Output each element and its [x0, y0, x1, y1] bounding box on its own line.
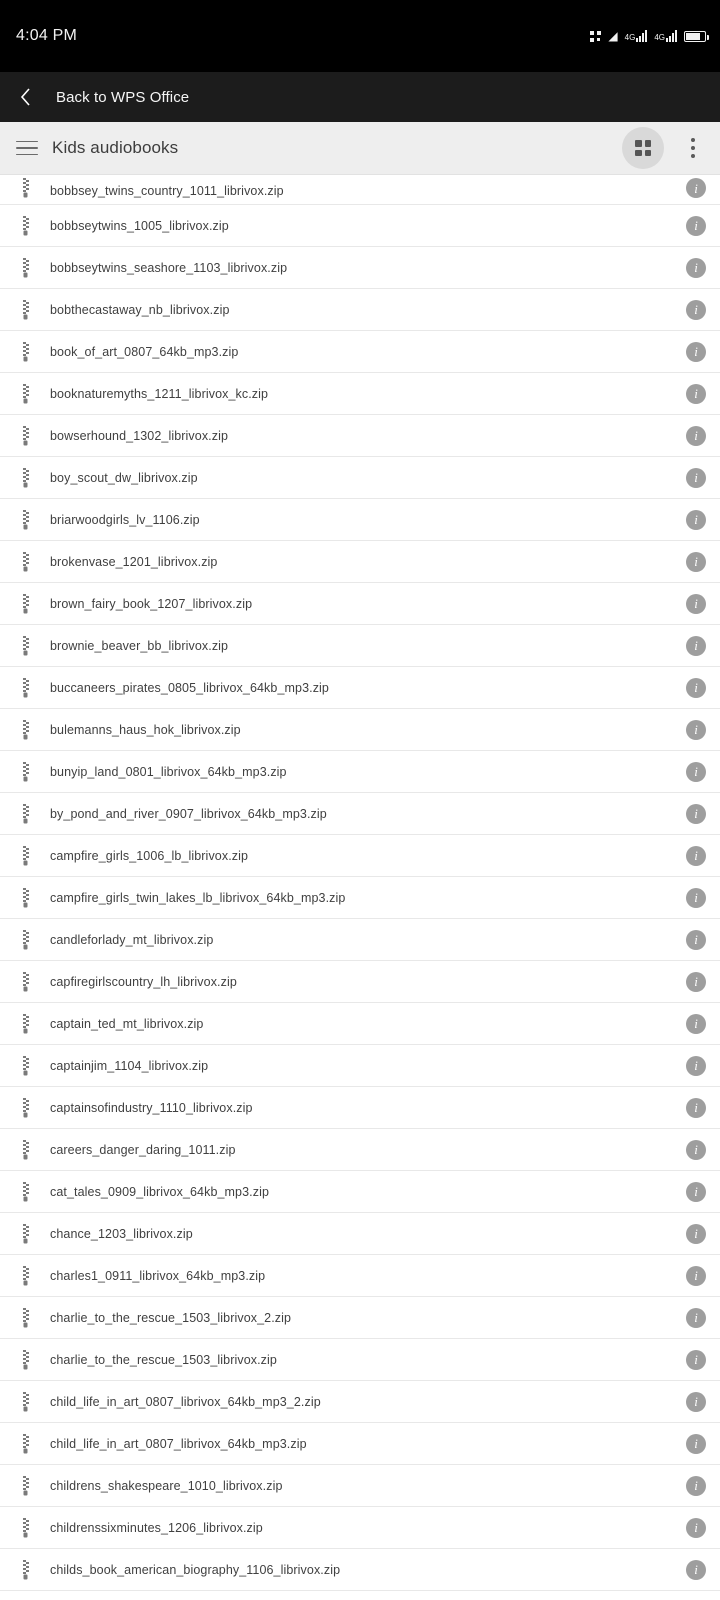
status-icon-group	[590, 30, 706, 42]
zip-file-icon	[12, 888, 38, 908]
file-row[interactable]	[0, 331, 720, 373]
back-chevron-icon[interactable]	[12, 83, 40, 111]
file-row[interactable]	[0, 961, 720, 1003]
zip-file-icon	[12, 1560, 38, 1580]
file-list[interactable]	[0, 175, 720, 1600]
zip-file-icon	[12, 678, 38, 698]
file-row[interactable]	[0, 877, 720, 919]
zip-file-icon	[12, 178, 38, 198]
info-icon[interactable]: i	[686, 762, 706, 782]
file-name: bobbseytwins_1005_librivox.zip	[50, 218, 229, 233]
file-name: childrens_shakespeare_1010_librivox.zip	[50, 1478, 283, 1493]
file-name: captainjim_1104_librivox.zip	[50, 1058, 209, 1073]
file-name: child_life_in_art_0807_librivox_64kb_mp3_2.zip	[50, 1394, 321, 1409]
info-icon[interactable]: i	[686, 972, 706, 992]
info-icon[interactable]: i	[686, 426, 706, 446]
file-row[interactable]	[0, 247, 720, 289]
file-row[interactable]	[0, 175, 720, 205]
file-row[interactable]	[0, 541, 720, 583]
file-row[interactable]	[0, 1003, 720, 1045]
info-icon[interactable]: i	[686, 846, 706, 866]
file-name: chance_1203_librivox.zip	[50, 1226, 193, 1241]
info-icon[interactable]: i	[686, 678, 706, 698]
file-row[interactable]	[0, 1423, 720, 1465]
file-name: captainsofindustry_1110_librivox.zip	[50, 1100, 253, 1115]
zip-file-icon	[12, 216, 38, 236]
file-name: buccaneers_pirates_0805_librivox_64kb_mp3.zip	[50, 680, 329, 695]
info-icon[interactable]: i	[686, 552, 706, 572]
file-name: cat_tales_0909_librivox_64kb_mp3.zip	[50, 1184, 270, 1199]
file-name: campfire_girls_1006_lb_librivox.zip	[50, 848, 249, 863]
info-icon[interactable]: i	[686, 1308, 706, 1328]
file-name: book_of_art_0807_64kb_mp3.zip	[50, 344, 239, 359]
file-name: charlie_to_the_rescue_1503_librivox_2.zip	[50, 1310, 292, 1325]
info-icon[interactable]: i	[686, 930, 706, 950]
file-row[interactable]	[0, 919, 720, 961]
file-row[interactable]	[0, 1339, 720, 1381]
file-row[interactable]	[0, 1213, 720, 1255]
zip-file-icon	[12, 1518, 38, 1538]
file-row[interactable]	[0, 1381, 720, 1423]
file-name: bunyip_land_0801_librivox_64kb_mp3.zip	[50, 764, 287, 779]
zip-file-icon	[12, 1308, 38, 1328]
info-icon[interactable]: i	[686, 720, 706, 740]
file-name: bulemanns_haus_hok_librivox.zip	[50, 722, 241, 737]
signal-icon-1: 4G	[625, 30, 648, 42]
file-row[interactable]	[0, 1045, 720, 1087]
file-name: childrenssixminutes_1206_librivox.zip	[50, 1520, 263, 1535]
file-row[interactable]	[0, 1507, 720, 1549]
info-icon[interactable]: i	[686, 1518, 706, 1538]
file-row[interactable]	[0, 625, 720, 667]
file-name: by_pond_and_river_0907_librivox_64kb_mp3.zip	[50, 806, 327, 821]
zip-file-icon	[12, 594, 38, 614]
file-name: campfire_girls_twin_lakes_lb_librivox_64kb_mp3.zip	[50, 890, 346, 905]
file-name: child_life_in_art_0807_librivox_64kb_mp3.zip	[50, 1436, 307, 1451]
file-row[interactable]	[0, 1171, 720, 1213]
zip-file-icon	[12, 468, 38, 488]
zip-file-icon	[12, 846, 38, 866]
file-name: captain_ted_mt_librivox.zip	[50, 1016, 204, 1031]
info-icon[interactable]: i	[686, 1350, 706, 1370]
info-icon[interactable]: i	[686, 384, 706, 404]
file-row[interactable]	[0, 751, 720, 793]
zip-file-icon	[12, 258, 38, 278]
battery-icon	[684, 31, 706, 42]
zip-file-icon	[12, 1476, 38, 1496]
zip-file-icon	[12, 972, 38, 992]
file-row[interactable]	[0, 289, 720, 331]
file-name: brokenvase_1201_librivox.zip	[50, 554, 218, 569]
file-row[interactable]	[0, 1549, 720, 1591]
info-icon[interactable]: i	[686, 888, 706, 908]
info-icon[interactable]: i	[686, 1434, 706, 1454]
file-name: bobbsey_twins_country_1011_librivox.zip	[50, 184, 284, 198]
info-icon[interactable]: i	[686, 1140, 706, 1160]
file-name: careers_danger_daring_1011.zip	[50, 1142, 236, 1157]
info-icon[interactable]: i	[686, 1014, 706, 1034]
zip-file-icon	[12, 1224, 38, 1244]
file-row[interactable]	[0, 583, 720, 625]
zip-file-icon	[12, 1014, 38, 1034]
file-name: bowserhound_1302_librivox.zip	[50, 428, 229, 443]
zip-file-icon	[12, 1434, 38, 1454]
info-icon[interactable]: i	[686, 1098, 706, 1118]
zip-file-icon	[12, 1056, 38, 1076]
signal-icon-2: 4G	[654, 30, 677, 42]
file-row[interactable]	[0, 415, 720, 457]
zip-file-icon	[12, 720, 38, 740]
info-icon[interactable]: i	[686, 1224, 706, 1244]
file-name: booknaturemyths_1211_librivox_kc.zip	[50, 386, 269, 401]
info-icon[interactable]: i	[686, 804, 706, 824]
zip-file-icon	[12, 1140, 38, 1160]
info-icon[interactable]: i	[686, 1560, 706, 1580]
info-icon[interactable]: i	[686, 1476, 706, 1496]
file-row[interactable]	[0, 1129, 720, 1171]
file-name: charles1_0911_librivox_64kb_mp3.zip	[50, 1268, 266, 1283]
overflow-menu-icon[interactable]	[676, 127, 710, 169]
file-row[interactable]	[0, 1465, 720, 1507]
zip-file-icon	[12, 1182, 38, 1202]
file-name: capfiregirlscountry_lh_librivox.zip	[50, 974, 237, 989]
info-icon[interactable]: i	[686, 178, 706, 198]
file-name: bobbseytwins_seashore_1103_librivox.zip	[50, 260, 288, 275]
grid-view-icon[interactable]	[622, 127, 664, 169]
zip-file-icon	[12, 342, 38, 362]
file-row[interactable]	[0, 499, 720, 541]
info-icon[interactable]: i	[686, 1266, 706, 1286]
zip-file-icon	[12, 552, 38, 572]
file-row[interactable]	[0, 835, 720, 877]
file-row[interactable]	[0, 205, 720, 247]
back-to-wps-bar[interactable]	[0, 72, 720, 122]
zip-file-icon	[12, 762, 38, 782]
status-bar	[0, 0, 720, 72]
file-row[interactable]	[0, 709, 720, 751]
info-icon[interactable]: i	[686, 300, 706, 320]
zip-file-icon	[12, 426, 38, 446]
info-icon[interactable]: i	[686, 258, 706, 278]
file-row[interactable]	[0, 1255, 720, 1297]
file-name: boy_scout_dw_librivox.zip	[50, 470, 198, 485]
zip-file-icon	[12, 804, 38, 824]
info-icon[interactable]: i	[686, 216, 706, 236]
zip-file-icon	[12, 510, 38, 530]
zip-file-icon	[12, 1350, 38, 1370]
info-icon[interactable]: i	[686, 342, 706, 362]
info-icon[interactable]: i	[686, 594, 706, 614]
app-bar	[0, 122, 720, 175]
info-icon[interactable]: i	[686, 468, 706, 488]
page-title: Kids audiobooks	[52, 138, 179, 157]
info-icon[interactable]: i	[686, 636, 706, 656]
zip-file-icon	[12, 930, 38, 950]
status-time: 4:04 PM	[16, 27, 77, 44]
file-name: childs_book_american_biography_1106_librivox.zip	[50, 1562, 341, 1577]
file-row[interactable]	[0, 457, 720, 499]
info-icon[interactable]: i	[686, 1182, 706, 1202]
hamburger-icon[interactable]	[14, 135, 40, 161]
zip-file-icon	[12, 300, 38, 320]
file-row[interactable]	[0, 1087, 720, 1129]
file-row[interactable]	[0, 793, 720, 835]
info-icon[interactable]: i	[686, 510, 706, 530]
zip-file-icon	[12, 1098, 38, 1118]
file-name: brown_fairy_book_1207_librivox.zip	[50, 596, 253, 611]
zip-file-icon	[12, 636, 38, 656]
file-row[interactable]	[0, 1297, 720, 1339]
file-name: candleforlady_mt_librivox.zip	[50, 932, 214, 947]
file-name: briarwoodgirls_lv_1106.zip	[50, 512, 200, 527]
file-name: charlie_to_the_rescue_1503_librivox.zip	[50, 1352, 277, 1367]
zip-file-icon	[12, 1392, 38, 1412]
file-row[interactable]	[0, 667, 720, 709]
file-name: bobthecastaway_nb_librivox.zip	[50, 302, 230, 317]
zip-file-icon	[12, 384, 38, 404]
file-name: brownie_beaver_bb_librivox.zip	[50, 638, 229, 653]
wifi-icon: ◢	[608, 29, 618, 43]
back-label: Back to WPS Office	[56, 88, 190, 106]
qr-icon	[590, 31, 601, 42]
file-row[interactable]	[0, 373, 720, 415]
info-icon[interactable]: i	[686, 1392, 706, 1412]
zip-file-icon	[12, 1266, 38, 1286]
info-icon[interactable]: i	[686, 1056, 706, 1076]
